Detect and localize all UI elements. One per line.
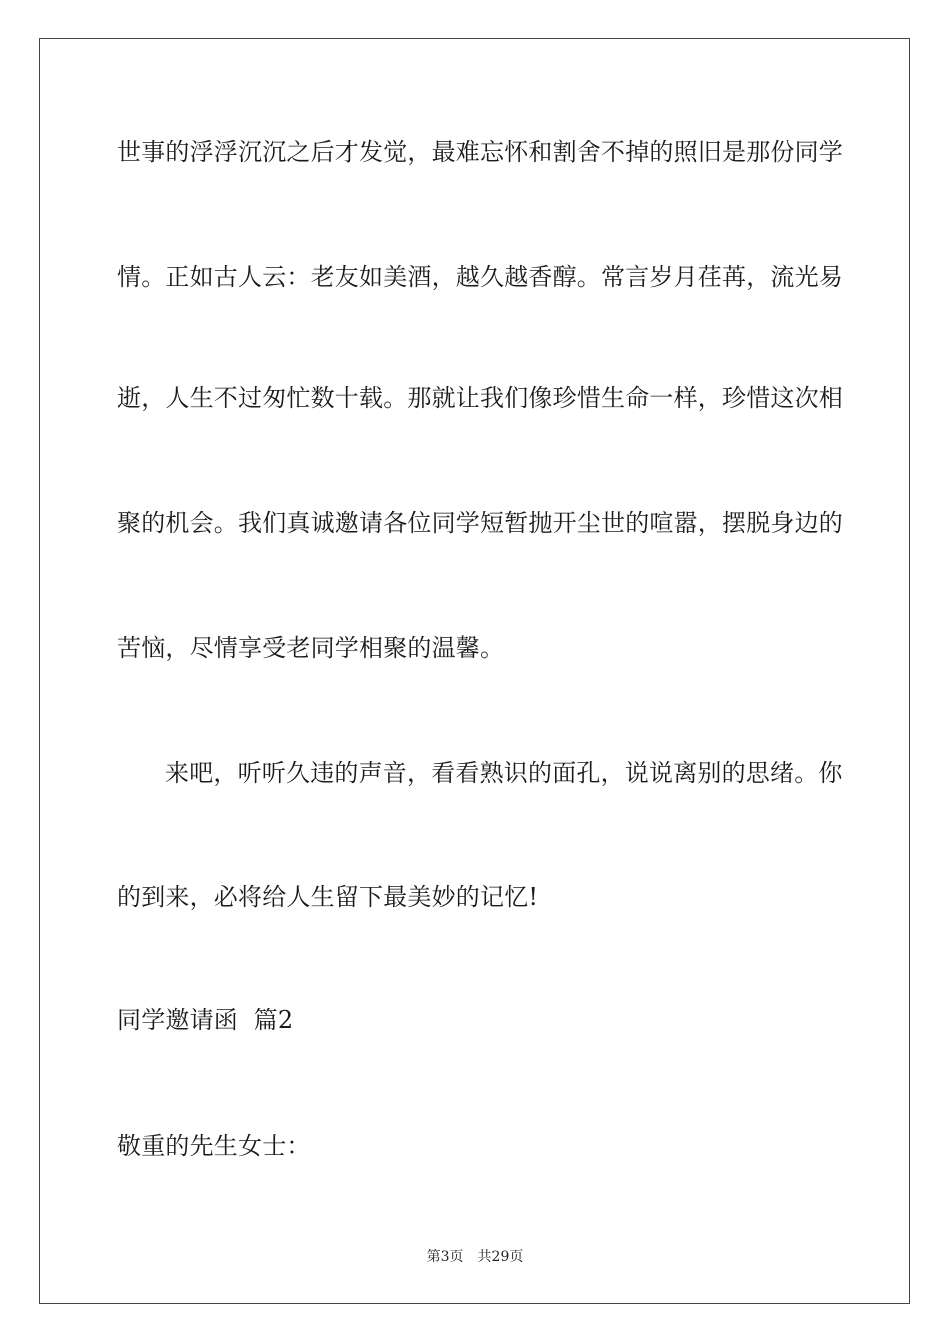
paragraph-line: 的到来，必将给人生留下最美妙的记忆! — [117, 883, 539, 911]
page-footer — [0, 1247, 950, 1267]
salutation: 敬重的先生女士： — [117, 1132, 311, 1160]
paragraph-line: 苦恼，尽情享受老同学相聚的温馨。 — [117, 634, 505, 662]
paragraph-line: 来吧，听听久违的声音，看看熟识的面孔，说说离别的思绪。你 — [165, 759, 843, 787]
total-pages: 共29页 — [477, 1249, 524, 1265]
paragraph-line: 情。正如古人云：老友如美酒，越久越香醇。常言岁月荏苒，流光易 — [117, 263, 843, 291]
page-number: 第3页 — [426, 1249, 464, 1265]
page-border — [39, 38, 910, 1304]
paragraph-line: 逝，人生不过匆忙数十载。那就让我们像珍惜生命一样，珍惜这次相 — [117, 384, 843, 412]
section-heading: 同学邀请函 篇2 — [117, 1006, 294, 1034]
paragraph-line: 聚的机会。我们真诚邀请各位同学短暂抛开尘世的喧嚣，摆脱身边的 — [117, 509, 843, 537]
paragraph-line: 世事的浮浮沉沉之后才发觉，最难忘怀和割舍不掉的照旧是那份同学 — [117, 138, 843, 166]
